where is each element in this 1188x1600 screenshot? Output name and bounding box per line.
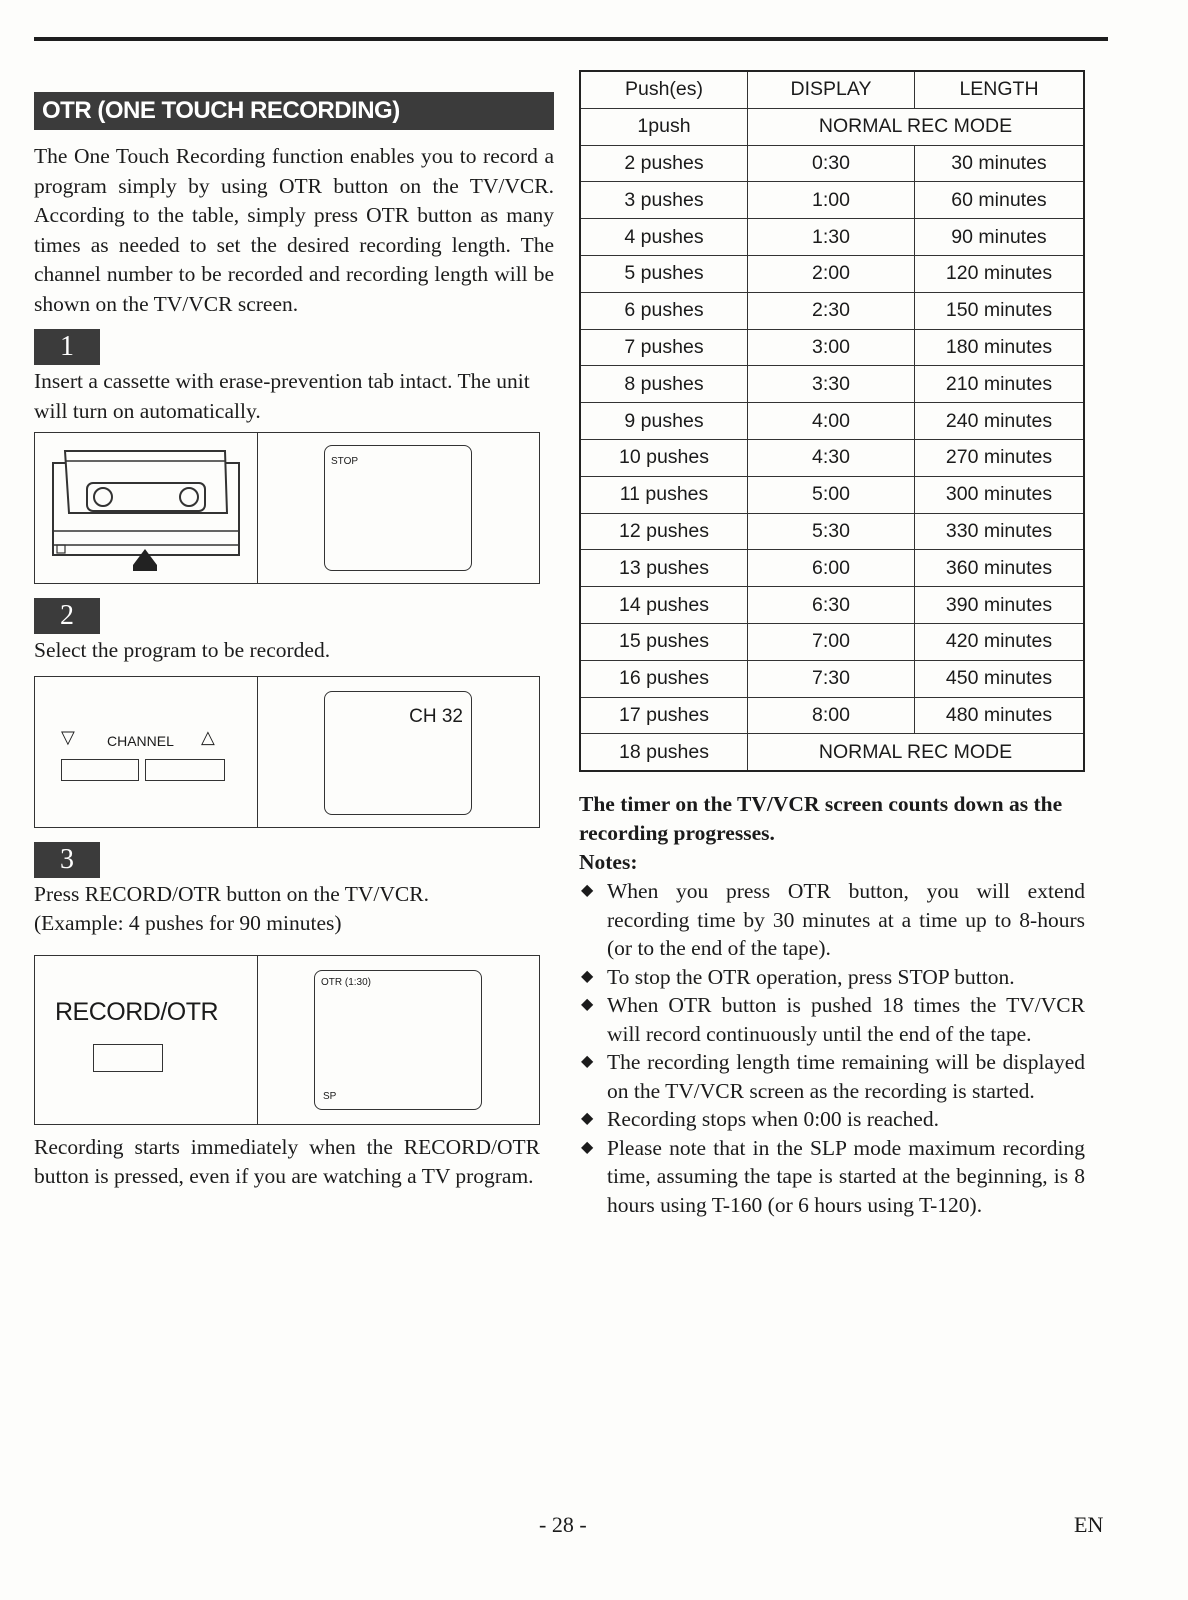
table-row xyxy=(580,550,1084,587)
notes-section xyxy=(579,790,1085,1219)
notes-list xyxy=(579,877,1085,1219)
cell-pushes: 2 pushes xyxy=(580,145,748,182)
table-row xyxy=(580,329,1084,366)
cell-pushes: 6 pushes xyxy=(580,292,748,329)
table-row xyxy=(580,219,1084,256)
cell-length: 150 minutes xyxy=(915,292,1085,329)
table-row xyxy=(580,623,1084,660)
step-3-footer: Recording starts immediately when the RECORD/OTR button is pressed, even if you are watching a TV program. xyxy=(34,1134,540,1188)
table-row xyxy=(580,403,1084,440)
bullet-icon: ◆ xyxy=(581,1053,594,1071)
table-row xyxy=(580,476,1084,513)
cell-length: 420 minutes xyxy=(915,623,1085,660)
otr-push-table xyxy=(579,70,1085,772)
channel-down-button[interactable] xyxy=(61,759,139,781)
note-text: Please note that in the SLP mode maximum recording time, assuming the tape is started at the beginning, is 8 hours using T-160 (or 6 hours using T-120). xyxy=(607,1135,1085,1217)
cell-length: 450 minutes xyxy=(915,660,1085,697)
cell-display: 1:30 xyxy=(748,219,915,256)
cell-display: 4:00 xyxy=(748,403,915,440)
cell-pushes: 8 pushes xyxy=(580,366,748,403)
step-2-illustration xyxy=(34,676,540,828)
cell-display: 2:00 xyxy=(748,255,915,292)
screen-stop-label: STOP xyxy=(331,456,359,467)
cell-length: 480 minutes xyxy=(915,697,1085,734)
cell-length: 300 minutes xyxy=(915,476,1085,513)
bullet-icon: ◆ xyxy=(581,882,594,900)
bullet-icon: ◆ xyxy=(581,996,594,1014)
screen-channel-label: CH 32 xyxy=(409,705,463,727)
cell-display: 5:30 xyxy=(748,513,915,550)
cell-display: 1:00 xyxy=(748,182,915,219)
note-text: When you press OTR button, you will extend recording time by 30 minutes at a time up to 8-hours (or to the end of the tape). xyxy=(607,879,1085,961)
cell-pushes: 13 pushes xyxy=(580,550,748,587)
note-text: When OTR button is pushed 18 times the TV/VCR will record continuously until the end of the tape. xyxy=(607,993,1085,1046)
cell-display: 6:00 xyxy=(748,550,915,587)
cell-length: 240 minutes xyxy=(915,403,1085,440)
cell-mode: NORMAL REC MODE xyxy=(748,108,1085,145)
cell-length: 390 minutes xyxy=(915,587,1085,624)
channel-down-icon: ▽ xyxy=(61,726,75,747)
table-row xyxy=(580,292,1084,329)
cell-pushes: 14 pushes xyxy=(580,587,748,624)
header-display: DISPLAY xyxy=(748,71,915,108)
table-row xyxy=(580,697,1084,734)
cell-display: 7:30 xyxy=(748,660,915,697)
table-row xyxy=(580,182,1084,219)
channel-up-button[interactable] xyxy=(145,759,225,781)
cell-pushes: 7 pushes xyxy=(580,329,748,366)
language-label: EN xyxy=(1074,1512,1104,1537)
timer-note: The timer on the TV/VCR screen counts down as the recording progresses. xyxy=(579,792,1063,846)
table-row xyxy=(580,513,1084,550)
step-3-illustration xyxy=(34,955,540,1125)
list-item xyxy=(579,1105,1085,1134)
cell-length: 270 minutes xyxy=(915,439,1085,476)
cell-pushes: 12 pushes xyxy=(580,513,748,550)
bullet-icon: ◆ xyxy=(581,967,594,985)
intro-paragraph: The One Touch Recording function enables you to record a program simply by using OTR button on the TV/VCR. According to the table, simply press OTR button as many times as needed to set the desired recording length. The channel number to be recorded and recording length will be shown on the TV/VCR screen. xyxy=(34,144,554,316)
cell-pushes: 10 pushes xyxy=(580,439,748,476)
cell-length: 330 minutes xyxy=(915,513,1085,550)
cell-display: 3:00 xyxy=(748,329,915,366)
cell-display: 6:30 xyxy=(748,587,915,624)
top-rule xyxy=(34,37,1108,41)
record-otr-button[interactable] xyxy=(93,1044,163,1072)
step-1-text: Insert a cassette with erase-prevention tab intact. The unit will turn on automatically. xyxy=(34,369,530,423)
cassette-insert-icon xyxy=(35,433,257,583)
page-number: - 28 - xyxy=(539,1512,587,1537)
list-item xyxy=(579,991,1085,1048)
bullet-icon: ◆ xyxy=(581,1110,594,1128)
step-2-badge: 2 xyxy=(34,598,100,634)
notes-title: Notes: xyxy=(579,850,638,875)
table-row xyxy=(580,734,1084,771)
list-item xyxy=(579,877,1085,963)
table-row xyxy=(580,108,1084,145)
list-item xyxy=(579,1048,1085,1105)
step-3-text-line1: Press RECORD/OTR button on the TV/VCR. xyxy=(34,881,429,906)
cell-pushes: 5 pushes xyxy=(580,255,748,292)
step-3-text-line2: (Example: 4 pushes for 90 minutes) xyxy=(34,911,342,935)
list-item xyxy=(579,963,1085,992)
cell-pushes: 17 pushes xyxy=(580,697,748,734)
cell-pushes: 16 pushes xyxy=(580,660,748,697)
cell-length: 120 minutes xyxy=(915,255,1085,292)
cell-length: 360 minutes xyxy=(915,550,1085,587)
cell-display: 3:30 xyxy=(748,366,915,403)
table-row xyxy=(580,439,1084,476)
cell-length: 60 minutes xyxy=(915,182,1085,219)
step-1-badge: 1 xyxy=(34,329,100,365)
table-row xyxy=(580,660,1084,697)
tv-screen-otr xyxy=(314,970,482,1110)
cell-display: 4:30 xyxy=(748,439,915,476)
cell-pushes: 15 pushes xyxy=(580,623,748,660)
tv-screen-channel xyxy=(324,691,472,815)
note-text: Recording stops when 0:00 is reached. xyxy=(607,1107,939,1132)
cell-mode: NORMAL REC MODE xyxy=(748,734,1085,771)
step-3-badge: 3 xyxy=(34,842,100,878)
tv-screen-stop xyxy=(324,445,472,571)
cell-display: 7:00 xyxy=(748,623,915,660)
note-text: The recording length time remaining will be displayed on the TV/VCR screen as the recording is started. xyxy=(607,1050,1085,1103)
cell-length: 180 minutes xyxy=(915,329,1085,366)
screen-otr-time: OTR (1:30) xyxy=(321,976,372,988)
header-pushes: Push(es) xyxy=(580,71,748,108)
table-row xyxy=(580,255,1084,292)
cell-display: 5:00 xyxy=(748,476,915,513)
cell-pushes: 1push xyxy=(580,108,748,145)
step-1-illustration xyxy=(34,432,540,584)
cell-pushes: 4 pushes xyxy=(580,219,748,256)
cell-pushes: 3 pushes xyxy=(580,182,748,219)
cell-pushes: 11 pushes xyxy=(580,476,748,513)
cell-pushes: 18 pushes xyxy=(580,734,748,771)
cell-length: 210 minutes xyxy=(915,366,1085,403)
table-row xyxy=(580,145,1084,182)
table-row xyxy=(580,366,1084,403)
left-column xyxy=(34,92,554,1192)
screen-sp-mode: SP xyxy=(323,1090,337,1102)
cell-length: 90 minutes xyxy=(915,219,1085,256)
cell-pushes: 9 pushes xyxy=(580,403,748,440)
cell-length: 30 minutes xyxy=(915,145,1085,182)
cell-display: 8:00 xyxy=(748,697,915,734)
section-title: OTR (ONE TOUCH RECORDING) xyxy=(34,92,554,130)
table-row xyxy=(580,587,1084,624)
channel-label: CHANNEL xyxy=(107,732,174,749)
channel-up-icon: △ xyxy=(201,726,215,747)
record-otr-label: RECORD/OTR xyxy=(55,997,219,1026)
cell-display: 0:30 xyxy=(748,145,915,182)
right-column xyxy=(579,70,1085,1219)
table-header-row xyxy=(580,71,1084,108)
list-item xyxy=(579,1134,1085,1220)
note-text: To stop the OTR operation, press STOP button. xyxy=(607,964,1015,989)
header-length: LENGTH xyxy=(915,71,1085,108)
step-2-text: Select the program to be recorded. xyxy=(34,638,331,662)
bullet-icon: ◆ xyxy=(581,1138,594,1156)
cell-display: 2:30 xyxy=(748,292,915,329)
